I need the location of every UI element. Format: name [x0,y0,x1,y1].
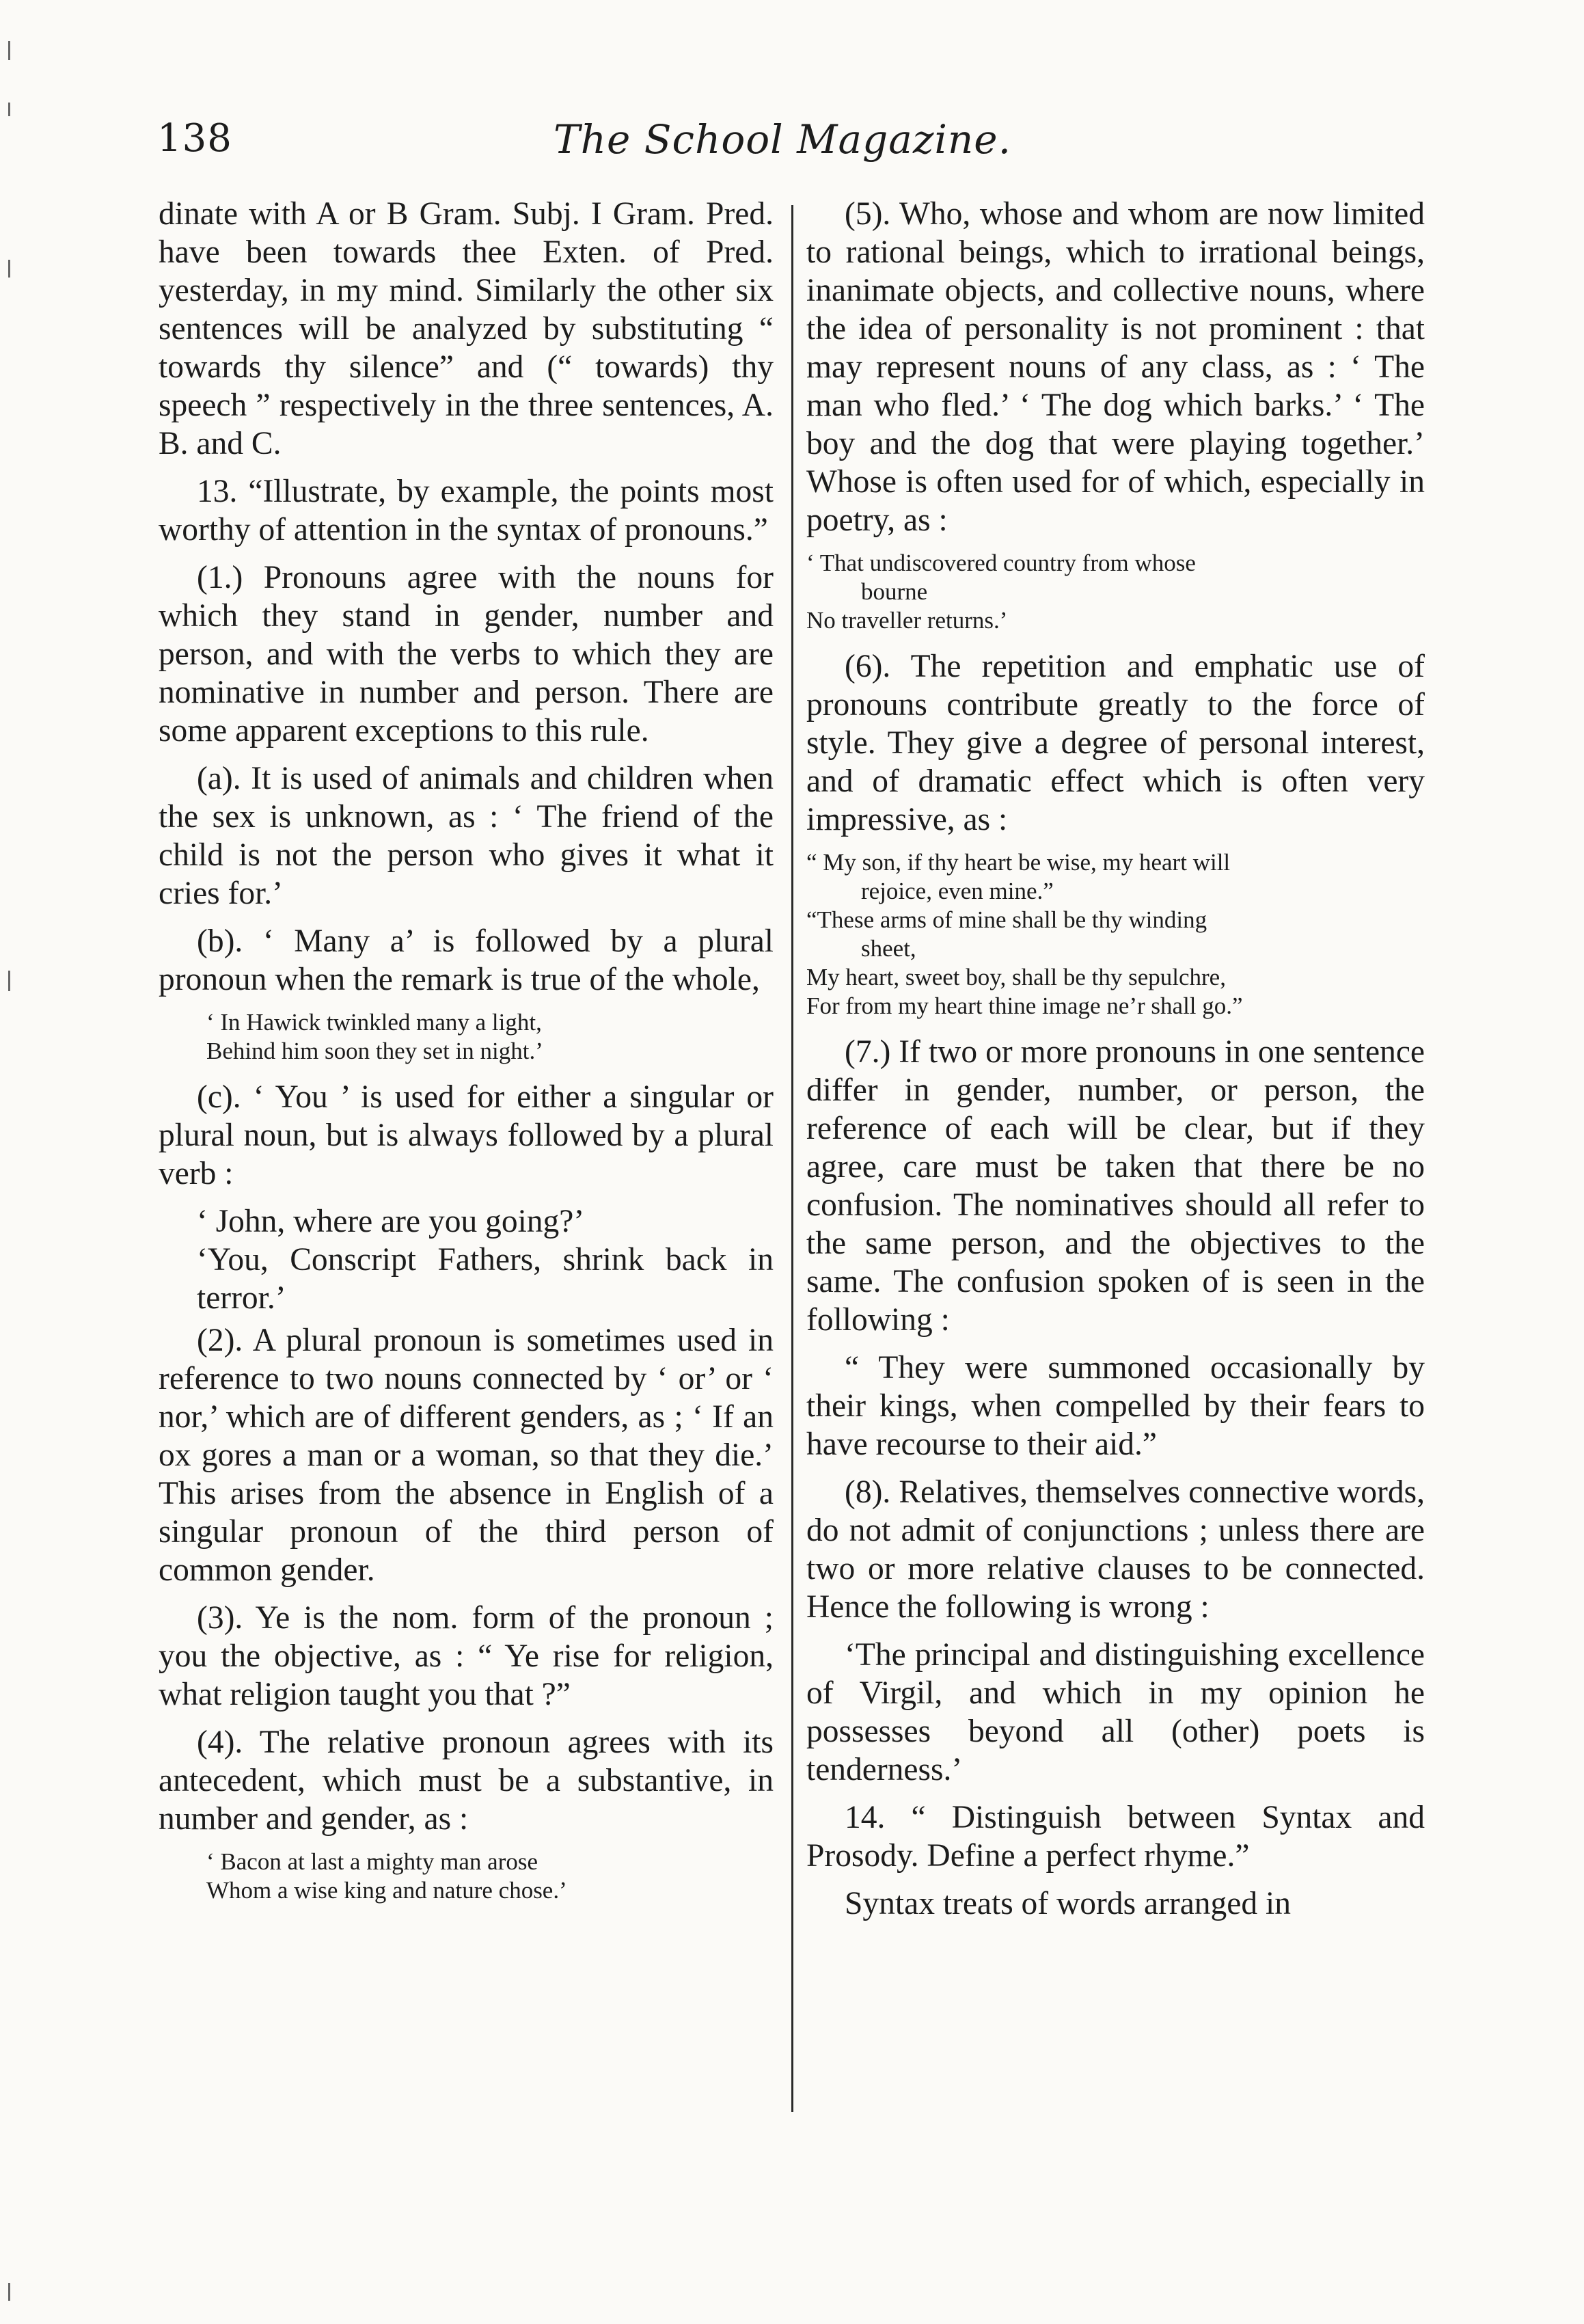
quote-line: ‘ Bacon at last a mighty man arose [206,1848,538,1875]
scan-edge-mark [8,41,10,60]
quote-line: ‘ In Hawick twinkled many a light, [206,1009,542,1036]
running-title: The School Magazine. [553,116,1012,163]
quoted-example: “ They were summoned occasionally by their kings, when compelled by their fears to have recourse to their aid.” [806,1350,1425,1462]
column-divider [791,205,793,2112]
example-line: ‘You, Conscript Fathers, shrink back in terror.’ [197,1242,774,1316]
paragraph: (1.) Pronouns agree with the nouns for which they stand in gender, number and person, and with the verbs to which they are nominative in number and person. There are some apparent exceptions to this rule. [159,560,774,748]
paragraph: (3). Ye is the nom. form of the pronoun ; you the objective, as : “ Ye rise for religion, what religion taught you that ?” [159,1600,774,1712]
paragraph: (4). The relative pronoun agrees with its antecedent, which must be a substantive, in number and gender, as : [159,1725,774,1837]
page-number: 138 [157,116,232,161]
question-13: 13. “Illustrate, by example, the points most worthy of attention in the syntax of pronouns.” [159,474,774,548]
quote-line: rejoice, even mine.” [861,878,1054,904]
verse-quote [806,549,1425,635]
example-line: ‘ John, where are you going?’ [197,1204,585,1239]
scan-edge-mark [8,260,10,278]
scan-edge-mark [8,2283,10,2301]
paragraph: (a). It is used of animals and children when the sex is unknown, as : ‘ The friend of the child is not the person who gives it what it cries for.’ [159,761,774,911]
quote-line: My heart, sweet boy, shall be thy sepulchre, [806,964,1226,990]
quote-line: “These arms of mine shall be thy winding [806,906,1207,933]
left-column [159,195,774,1917]
scan-edge-mark [8,971,10,991]
quote-line: Behind him soon they set in night.’ [206,1038,543,1064]
paragraph: (7.) If two or more pronouns in one sentence differ in gender, number, or person, the reference of each will be clear, but if they agree, care must be taken that there be no confusion. The nominatives should all refer to the same person, and the objectives to the same. The confusion spoken of is seen in the following : [806,1034,1425,1338]
quote-line: “ My son, if thy heart be wise, my heart will [806,849,1231,876]
paragraph: (6). The repetition and emphatic use of pronouns contribute greatly to the force of style. They give a degree of personal interest, and of dramatic effect which is often very impressive, as : [806,649,1425,837]
quote-line: For from my heart thine image ne’r shall go.” [806,992,1243,1019]
quote-line: No traveller returns.’ [806,607,1008,634]
quote-line: sheet, [861,935,916,962]
paragraph: (8). Relatives, themselves connective words, do not admit of conjunctions ; unless there are two or more relative clauses to be connected. Hence the following is wrong : [806,1474,1425,1625]
paragraph: Syntax treats of words arranged in [845,1886,1291,1921]
paragraph: (5). Who, whose and whom are now limited to rational beings, which to irrational beings, inanimate objects, and collective nouns, where the idea of personality is not prominent : that may represent nouns of any class, as : ‘ The man who fled.’ ‘ The dog which barks.’ ‘ The boy and the dog that were playing together.’ Whose is often used for of which, especially in poetry, as : [806,196,1425,538]
quoted-example: ‘The principal and distinguishing excellence of Virgil, and which in my opinion he possesses beyond all (other) poets is tenderness.’ [806,1637,1425,1787]
paragraph: (b). ‘ Many a’ is followed by a plural pronoun when the remark is true of the whole, [159,923,774,997]
page-header [157,116,1408,171]
question-14: 14. “ Distinguish between Syntax and Prosody. Define a perfect rhyme.” [806,1800,1425,1874]
paragraph: (c). ‘ You ’ is used for either a singular or plural noun, but is always followed by a plural verb : [159,1079,774,1191]
paragraph: dinate with A or B Gram. Subj. I Gram. Pred. have been towards thee Exten. of Pred. yesterday, in my mind. Similarly the other six sentences will be analyzed by substituting “ towards thy silence” and (“ towards) thy speech ” respectively in the three sentences, A. B. and C. [159,196,774,461]
right-column [806,195,1425,1932]
paragraph: (2). A plural pronoun is sometimes used in reference to two nouns connected by ‘ or’ or ‘ nor,’ which are of different genders, as ; ‘ If an ox gores a man or a woman, so that they die.’ This arises from the absence in English of a singular pronoun of the third person of common gender. [159,1323,774,1588]
quote-line: Whom a wise king and nature chose.’ [206,1877,567,1904]
quote-line: bourne [861,578,928,605]
example-lines [159,1202,774,1317]
scan-edge-mark [8,103,10,116]
verse-quote [159,1008,774,1066]
verse-quote [159,1848,774,1905]
verse-quote [806,848,1425,1021]
quote-line: ‘ That undiscovered country from whose [806,550,1196,576]
